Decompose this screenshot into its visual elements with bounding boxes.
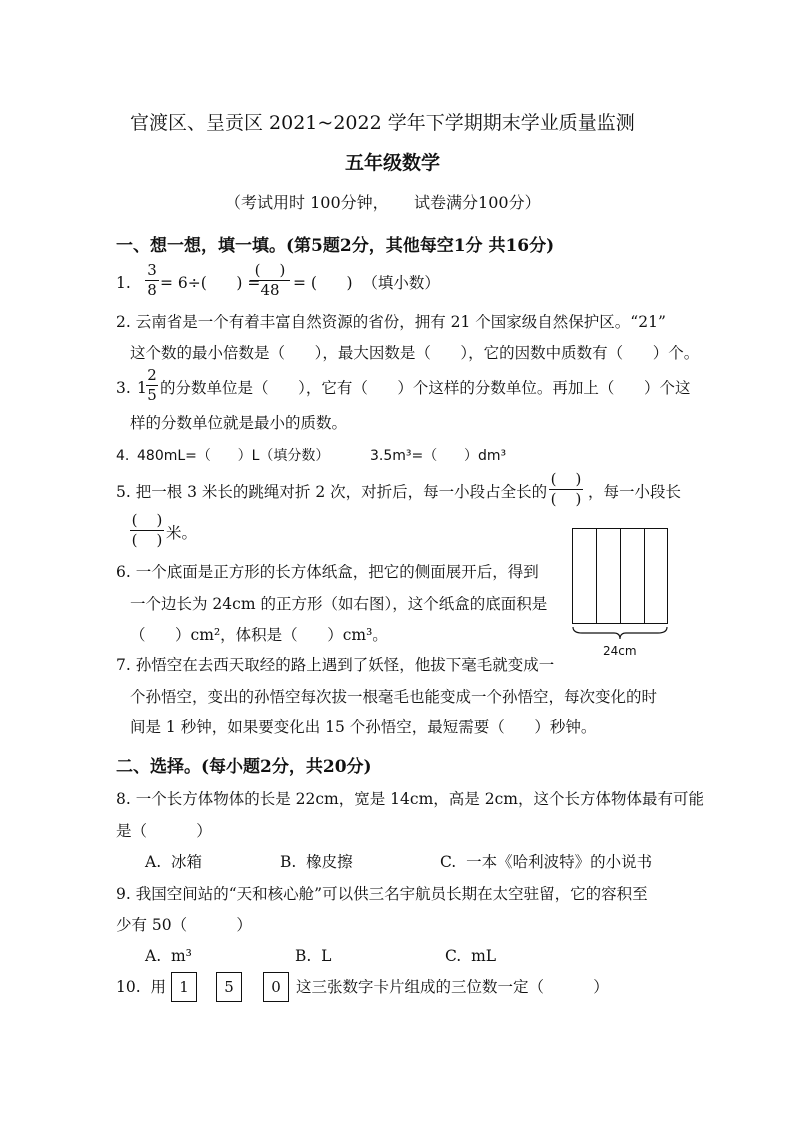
q10-number: 10. 用 [116,978,167,996]
q8-line1: 8. 一个长方体物体的长是 22cm，宽是 14cm，高是 2cm，这个长方体物体最有可能 [116,790,704,808]
fold-line [644,528,645,624]
exam-note: （考试用时 100分钟， 试卷满分100分） [225,193,541,212]
q3-line1-rest: 的分数单位是（ ），它有（ ）个这样的分数单位。再加上（ ）个这 [160,379,691,397]
q8-option-a: A. 冰箱 [145,853,202,871]
q3-fraction-num: 2 [147,366,157,384]
curly-brace-icon [570,626,670,642]
q2-line2: 这个数的最小倍数是（ ），最大因数是（ ），它的因数中质数有（ ）个。 [130,344,700,362]
section1-heading: 一、想一想，填一填。(第5题2分，其他每空1分 共16分) [116,236,555,256]
q2-line1: 2. 云南省是一个有着丰富自然资源的省份，拥有 21 个国家级自然保护区。“21” [116,313,666,331]
q1-fraction-a-den: 8 [147,281,157,299]
q4-number: 4. [116,448,130,464]
q6-line2: 一个边长为 24cm 的正方形（如右图），这个纸盒的底面积是 [130,595,548,613]
q1-fraction-a [145,262,159,299]
q4-part2: 3.5m³=（ ）dm³ [370,448,507,464]
q8-line2: 是（ ） [116,822,212,840]
subject-title: 五年级数学 [345,152,441,174]
fold-line [620,528,621,624]
q7-line1: 7. 孙悟空在去西天取经的路上遇到了妖怪，他拔下毫毛就变成一 [116,656,555,674]
q5-blank-fraction-1-num: ( ) [550,470,582,488]
q8-option-b: B. 橡皮擦 [280,853,353,871]
q8-option-c: C. 一本《哈利波特》的小说书 [440,853,653,871]
figure-label: 24cm [603,644,637,658]
q1-fraction-b-num: ( ) [254,261,286,279]
q9-option-b: B. L [295,947,332,965]
q5-line1-tail: ，每一小段长 [588,483,682,501]
q7-line3: 间是 1 秒钟，如果要变化出 15 个孙悟空，最短需要（ ）秒钟。 [130,718,597,736]
q3-number: 3. [116,379,131,397]
q5-blank-fraction-1 [549,471,583,508]
q1-fraction-b-den: 48 [260,281,280,299]
q1-fraction-b [250,262,290,299]
q5-blank-fraction-2-num: ( ) [131,511,163,529]
q6-line1: 6. 一个底面是正方形的长方体纸盒，把它的侧面展开后，得到 [116,563,539,581]
q1-tail-text: = ( ) （填小数） [293,274,440,292]
q3-fraction-den: 5 [147,386,157,404]
digit-card: 1 [171,972,197,1002]
exam-title: 官渡区、呈贡区 2021~2022 学年下学期期末学业质量监测 [130,112,635,134]
q4-part1: 480mL=（ ）L（填分数） [137,448,330,464]
q3-line2: 样的分数单位就是最小的质数。 [130,414,348,432]
q5-line2-tail: 米。 [166,524,198,542]
q9-line1: 9. 我国空间站的“天和核心舱”可以供三名宇航员长期在太空驻留，它的容积至 [116,885,648,903]
q5-blank-fraction-1-den: ( ) [550,490,582,508]
q9-option-c: C. mL [445,947,497,965]
q5-blank-fraction-2 [130,512,164,549]
q10-tail: 这三张数字卡片组成的三位数一定（ ） [296,978,609,996]
q3-whole: 1 [137,379,147,397]
q5-line1: 5. 把一根 3 米长的跳绳对折 2 次，对折后，每一小段占全长的 [116,483,548,501]
q5-blank-fraction-2-den: ( ) [131,531,163,549]
digit-card: 5 [216,972,242,1002]
digit-card: 0 [263,972,289,1002]
q1-number: 1. [116,274,131,292]
q3-fraction [146,367,158,404]
q6-line3: （ ）cm²，体积是（ ）cm³。 [130,626,388,644]
q9-option-a: A. m³ [145,947,192,965]
q9-line2: 少有 50（ ） [116,916,252,934]
q1-fraction-a-num: 3 [147,261,157,279]
q7-line2: 个孙悟空，变出的孙悟空每次拔一根毫毛也能变成一个孙悟空，每次变化的时 [130,688,658,706]
fold-line [596,528,597,624]
section2-heading: 二、选择。(每小题2分，共20分) [116,757,372,777]
q1-middle-text: = 6÷( ) = [160,274,261,292]
